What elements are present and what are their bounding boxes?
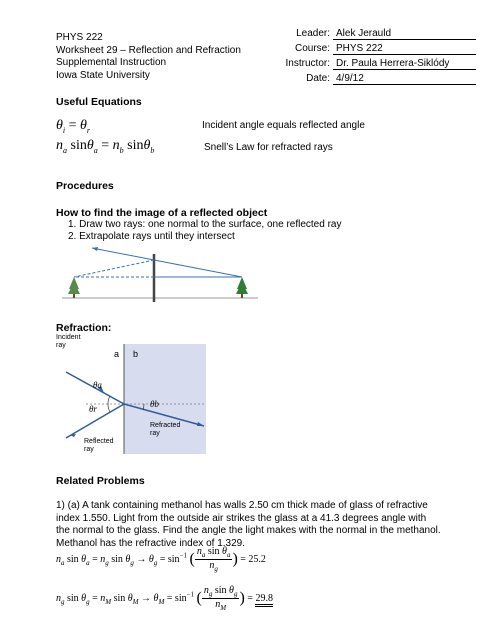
procedures-subheading: How to find the image of a reflected object [56,207,268,219]
related-problems-heading: Related Problems [56,475,145,487]
instructor-label: Instructor: [285,58,330,69]
leader-label: Leader: [296,28,330,39]
reflected-ray [92,248,154,260]
university-name: Iowa State University [56,69,150,81]
solution-line-1: $n_a$ $\sin \theta_a = n_g$ $\sin \theta_g \to \theta_g = \sin^{-1}$ ( $\frac{n_a \sin \theta_a}{n_g}$ ) = 25.2 [56,546,266,573]
procedure-step-1: 1. Draw two rays: one normal to the surface, one reflected ray [68,219,342,230]
refracted-ray-label: Refracted ray [150,422,181,437]
incident-ray-label: Incident ray [56,334,81,349]
date-value: 4/9/12 [333,73,476,85]
useful-equations-heading: Useful Equations [56,96,142,108]
program-name: Supplemental Instruction [56,57,167,68]
theta-a-label: θa [93,380,102,390]
header-left [56,32,241,82]
procedures-heading: Procedures [56,180,114,192]
medium-b-label: b [133,349,139,359]
refraction-diagram [56,334,206,454]
mirror-reflection-diagram [62,246,258,302]
snells-law-equation: $n_a$ $\sin\theta_a = n_b$ sinθ$_b$ [56,138,155,155]
answer-2: 29.8 [255,593,273,607]
reflected-ray-extension [74,260,154,277]
incident-ray [154,260,242,277]
solution-line-2: $n_g$ $\sin \theta_g = n_M$ $\sin \theta_M \to \theta_M = \sin^{-1}$ ( $\frac{n_g \sin \theta_g}{n_M}$ ) = 29.8 [56,585,273,612]
worksheet-title: Worksheet 29 – Reflection and Refraction [56,44,241,56]
eq2-note: Snell’s Law for refracted rays [204,142,333,153]
instructor-value: Dr. Paula Herrera-Siklódy [333,58,476,70]
theta-b-label: θb [150,399,159,409]
course-value: PHYS 222 [333,43,476,55]
problem-1-text: 1) (a) A tank containing methanol has walls 2.50 cm thick made of glass of refractive index 1.550. Light from the outside air strikes the glass at a 41.3 degrees angle with the normal to the glass. Find the angle the light makes with the normal in the methanol. Methanol has the refractive index of 1.329. [56,500,441,549]
reflected-ray-label: Reflected ray [84,438,114,453]
refraction-heading: Refraction: [56,322,112,334]
medium-a-label: a [114,349,120,359]
procedure-step-2: 2. Extrapolate rays until they intersect [68,231,235,242]
date-label: Date: [306,73,330,84]
theta-r-label: θr [89,404,97,414]
course-code: PHYS 222 [56,32,103,43]
reflection-equation: $\theta_i = \theta_r$ [56,118,91,135]
image-tree-icon [68,277,80,298]
eq1-note: Incident angle equals reflected angle [202,120,365,131]
course-label: Course: [294,43,330,54]
header-fields [276,26,476,86]
object-tree-icon [236,277,248,298]
leader-value: Alek Jerauld [333,28,476,40]
answer-1: 25.2 [248,553,266,565]
